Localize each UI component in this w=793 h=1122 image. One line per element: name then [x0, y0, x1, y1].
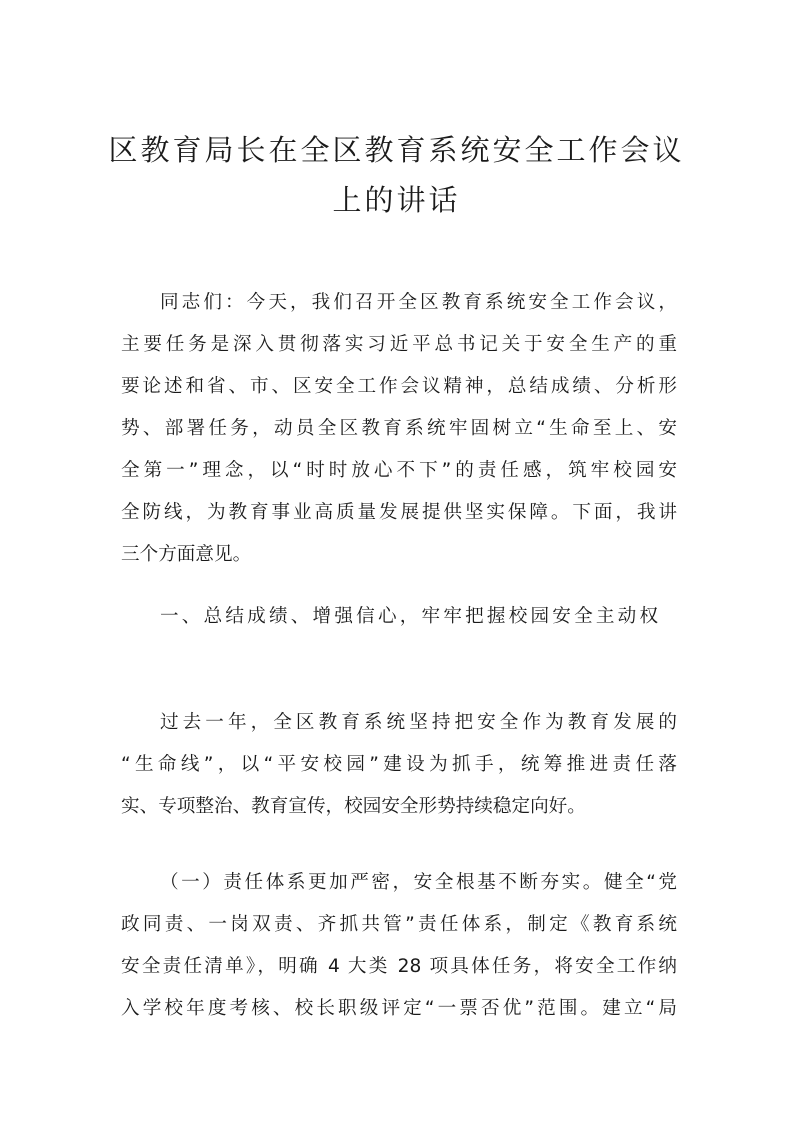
paragraph-summary-line: 过去一年，全区教育系统坚持把安全作为教育发展的 — [160, 712, 677, 733]
paragraph-subsection-line: （一）责任体系更加严密，安全根基不断夯实。健全“党 — [160, 872, 677, 893]
paragraph-opening-line: 要论述和省、市、区安全工作会议精神，总结成绩、分析形 — [121, 376, 677, 397]
section-heading-1: 一、总结成绩、增强信心，牢牢把握校园安全主动权 — [160, 606, 662, 627]
paragraph-opening-line: 三个方面意见。 — [121, 544, 252, 565]
paragraph-subsection-line: 入学校年度考核、校长职级评定“一票否优”范围。建立“局 — [121, 998, 677, 1019]
paragraph-subsection-line: 安全责任清单》，明确 4 大类 28 项具体任务，将安全工作纳 — [121, 956, 677, 977]
document-title-line-2: 上的讲话 — [332, 183, 461, 217]
paragraph-opening-line: 势、部署任务，动员全区教育系统牢固树立“生命至上、安 — [121, 418, 677, 439]
paragraph-opening-line: 全防线，为教育事业高质量发展提供坚实保障。下面，我讲 — [121, 502, 677, 523]
paragraph-summary-line: 实、专项整治、教育宣传，校园安全形势持续稳定向好。 — [121, 796, 586, 817]
paragraph-opening-line: 同志们：今天，我们召开全区教育系统安全工作会议， — [160, 292, 677, 313]
paragraph-opening-line: 全第一”理念，以“时时放心不下”的责任感，筑牢校园安 — [121, 460, 677, 481]
paragraph-opening-line: 主要任务是深入贯彻落实习近平总书记关于安全生产的重 — [121, 334, 677, 355]
document-title-line-1: 区教育局长在全区教育系统安全工作会议 — [108, 133, 685, 167]
paragraph-summary-line: “生命线”，以“平安校园”建设为抓手，统筹推进责任落 — [121, 754, 677, 775]
paragraph-subsection-line: 政同责、一岗双责、齐抓共管”责任体系，制定《教育系统 — [121, 914, 677, 935]
